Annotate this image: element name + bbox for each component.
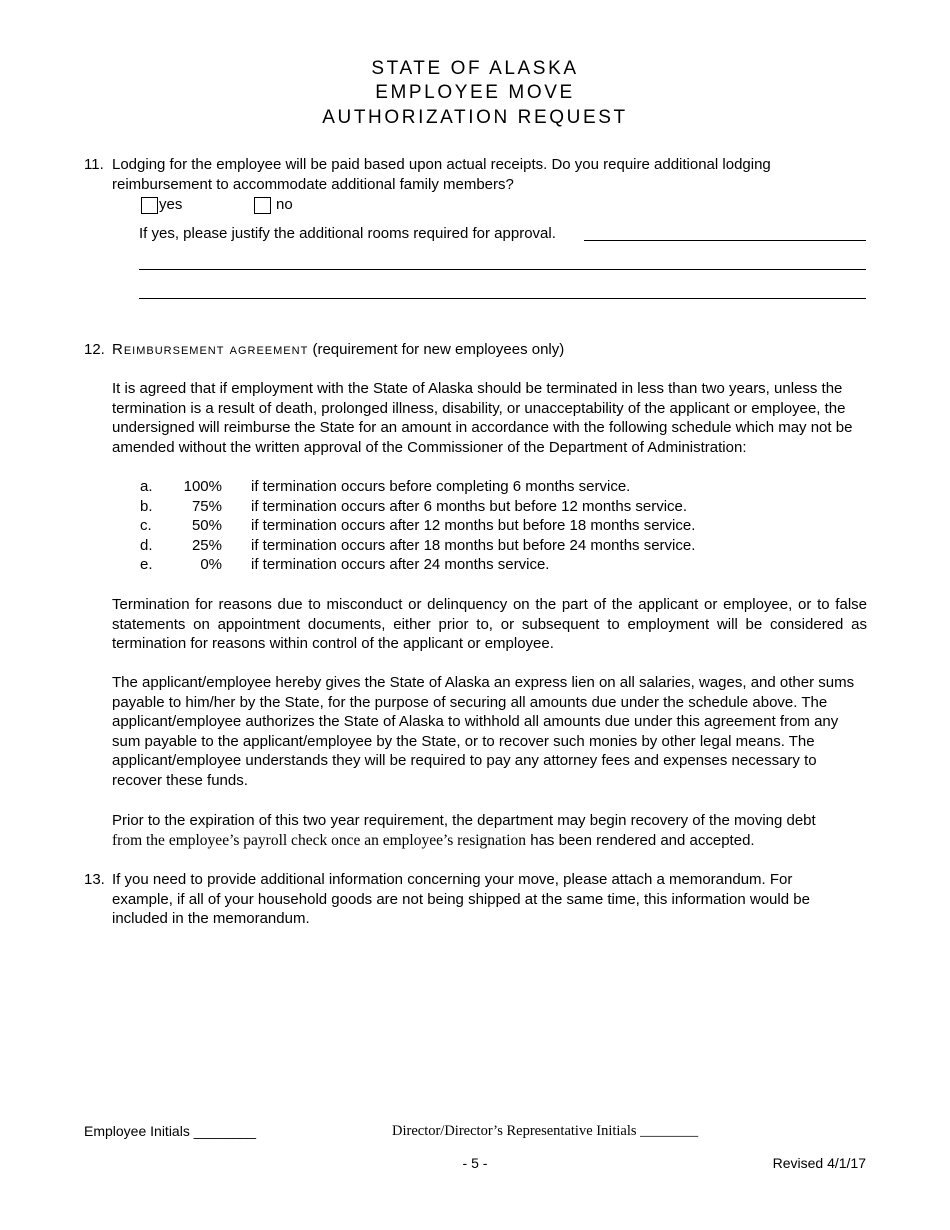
no-label: no: [276, 196, 293, 213]
q12-paragraph-2: Termination for reasons due to misconduct or delinquency on the part of the applicant or employee, or to false statements on appointment documents, either prior to, or subsequent to employment will be considered as termination for reasons within control of the applicant or employee.: [112, 596, 867, 652]
schedule-percent: 50%: [191, 517, 222, 534]
director-initials[interactable]: Director/Director’s Representative Initials ________: [392, 1123, 699, 1139]
title-state: STATE OF ALASKA: [371, 58, 579, 79]
q12-paragraph-4-line-1: Prior to the expiration of this two year requirement, the department may begin recovery of the moving debt: [112, 812, 816, 829]
page-number: - 5 -: [462, 1155, 488, 1171]
title-authorization-request: AUTHORIZATION REQUEST: [322, 107, 628, 128]
q13-number: 13.: [84, 871, 105, 888]
q12-paragraph-4-serif: from the employee’s payroll check once an employee’s resignation: [112, 832, 527, 849]
schedule-percent: 75%: [191, 497, 222, 515]
q12-paragraph-4-end: has been rendered and accepted.: [530, 832, 755, 849]
schedule-percent: 100%: [183, 478, 222, 495]
schedule-letter: a.: [140, 478, 153, 495]
schedule-letter: e.: [140, 556, 153, 573]
q11-number: 11.: [84, 156, 104, 173]
justify-line-2[interactable]: [139, 269, 866, 270]
schedule-letter: b.: [140, 497, 153, 515]
yes-checkbox[interactable]: [141, 197, 158, 214]
schedule-text: if termination occurs after 18 months but before 24 months service.: [251, 536, 696, 554]
justify-line-1[interactable]: [584, 240, 866, 241]
schedule-text: if termination occurs after 24 months service.: [251, 556, 550, 573]
q12-number: 12.: [84, 341, 105, 358]
employee-initials[interactable]: Employee Initials ________: [84, 1123, 257, 1139]
schedule-letter: d.: [140, 536, 153, 554]
schedule-letter: c.: [140, 517, 152, 534]
yes-label: yes: [159, 196, 183, 213]
schedule-text: if termination occurs after 6 months but before 12 months service.: [251, 497, 688, 515]
q12-heading: Reimbursement agreement: [112, 341, 309, 358]
q12-paragraph-3: The applicant/employee hereby gives the State of Alaska an express lien on all salaries, wages, and other sums payable to him/her by the State, for the purpose of securing all amounts due under the schedule above. The applicant/employee authorizes the State of Alaska to withhold all amounts due under this agreement from any sum payable to the applicant/employee by the State, or to recover such monies by other legal means. The applicant/employee understands they will be required to pay any attorney fees and expenses necessary to recover these funds.: [112, 674, 855, 789]
q12-heading-note: (requirement for new employees only): [312, 341, 565, 358]
no-checkbox[interactable]: [254, 197, 271, 214]
schedule-text: if termination occurs after 12 months but before 18 months service.: [251, 517, 696, 534]
revision-date: Revised 4/1/17: [772, 1155, 866, 1171]
schedule-text: if termination occurs before completing 6 months service.: [251, 478, 631, 495]
title-employee-move: EMPLOYEE MOVE: [375, 82, 575, 103]
q11-text: Lodging for the employee will be paid based upon actual receipts. Do you require additional lodging reimbursement to accommodate additional family members?: [112, 156, 771, 193]
schedule-percent: 25%: [191, 536, 222, 554]
justify-prompt: If yes, please justify the additional rooms required for approval.: [139, 225, 556, 242]
justify-line-3[interactable]: [139, 298, 866, 299]
q12-heading-row: [112, 340, 564, 360]
schedule-percent: 0%: [200, 556, 222, 573]
q13-text: If you need to provide additional information concerning your move, please attach a memorandum. For example, if all of your household goods are not being shipped at the same time, this information would be included in the memorandum.: [112, 871, 810, 927]
q12-paragraph-4-line-2: [112, 831, 755, 851]
q12-paragraph-1: It is agreed that if employment with the State of Alaska should be terminated in less than two years, unless the termination is a result of death, prolonged illness, disability, or unacceptability of the applicant or employee, the undersigned will reimburse the State for an amount in accordance with the following schedule which may not be amended without the written approval of the Commissioner of the Department of Administration:: [112, 380, 853, 456]
